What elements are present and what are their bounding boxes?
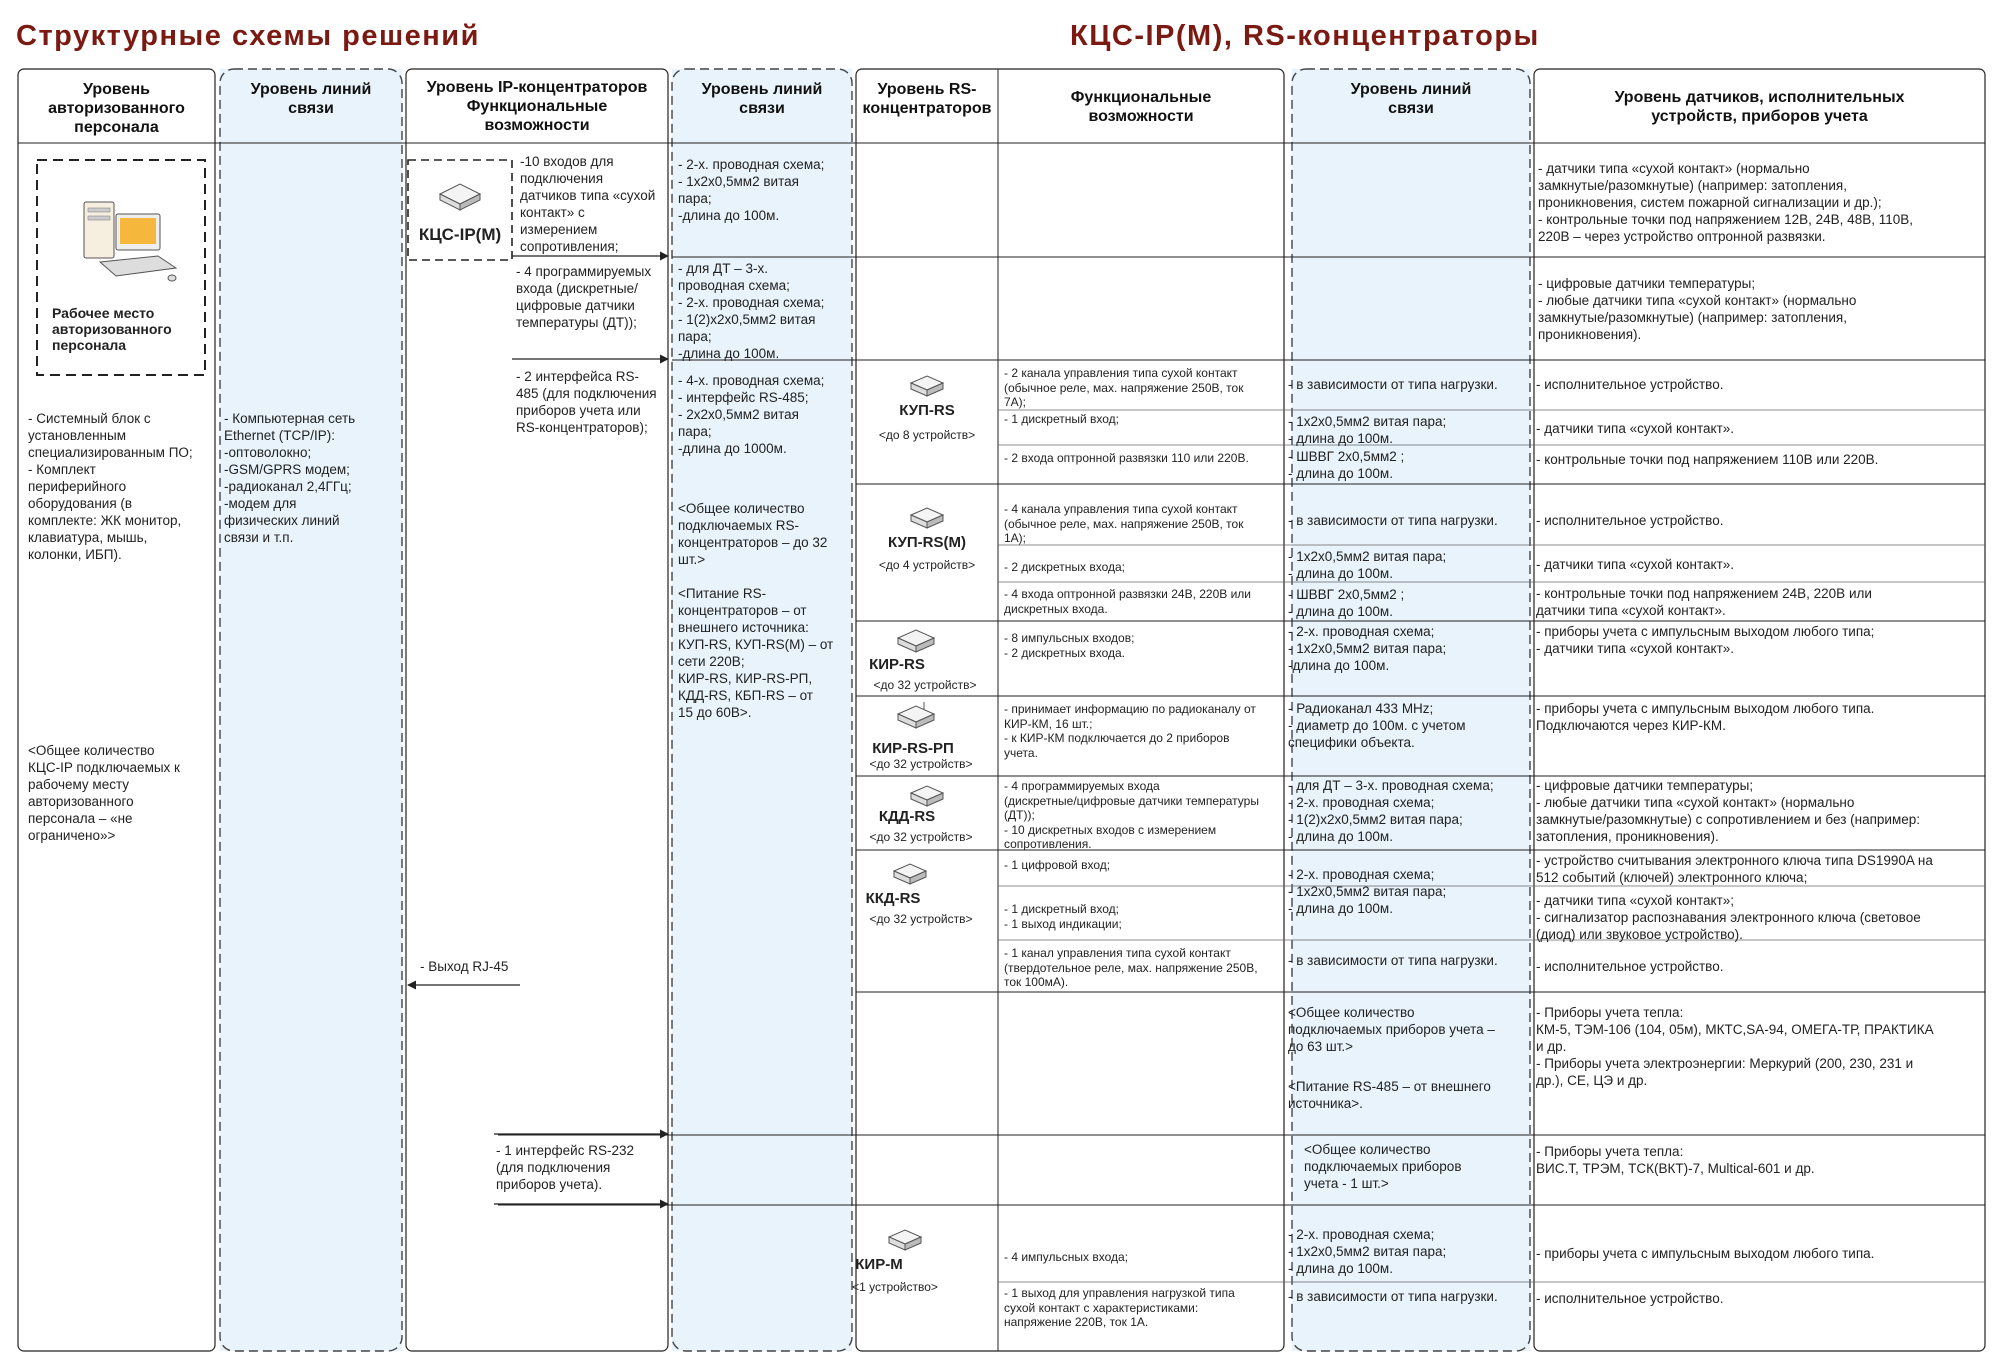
sensors-kcs-1: - датчики типа «сухой контакт» (нормально замкнутые/разомкнутые) (например: затопления, проникновения, систем пожарной сигнализации и др.); - контрольные точки под напряжением 12В, 24В, 48В, 110В, 220В – через устройство оптронной развязки.: [1538, 161, 1913, 244]
device-name: ККД-RS: [865, 890, 921, 907]
header-rs-concentrators: Уровень RS- концентраторов: [862, 81, 992, 117]
line-kupm-load: - в зависимости от типа нагрузки.: [1288, 513, 1498, 528]
header-authorized-staff: Уровень авторизованного персонала: [48, 81, 185, 136]
network-types: - Компьютерная сеть Ethernet (TCP/IP): -оптоволокно; -GSM/GPRS модем; -радиоканал 2,4ГГц; -модем для физических линий связи и т.п.: [224, 411, 356, 545]
sensors-kupm-actuator: - исполнительное устройство.: [1536, 513, 1724, 528]
header-functions: Функциональные возможности: [1070, 89, 1212, 125]
line-kupm-tp: - 1х2х0,5мм2 витая пара; - длина до 100м.: [1288, 549, 1447, 581]
device-kup-rs-m: [856, 504, 998, 604]
header-sensors: Уровень датчиков, исполнительных устройств, приборов учета: [1614, 89, 1905, 125]
device-name: КИР-М: [855, 1256, 903, 1273]
sensors-kir: - приборы учета с импульсным выходом любого типа; - датчики типа «сухой контакт».: [1536, 624, 1875, 656]
line-radio: - Радиоканал 433 MHz; - диаметр до 100м. с учетом специфики объекта.: [1288, 701, 1466, 750]
func-kir-rp: - принимает информацию по радиоканалу от КИР-КМ, 16 шт.; - к КИР-КМ подключается до 2 приборов учета.: [1004, 702, 1256, 760]
device-kdd-rs: [856, 780, 998, 850]
func-kupm-2: - 2 дискретных входа;: [1004, 560, 1125, 574]
sensors-kkd-2: - датчики типа «сухой контакт»; - сигнализатор распознавания электронного ключа (световое (диод) или звуковое устройство).: [1536, 893, 1921, 942]
sensors-kdd: - цифровые датчики температуры; - любые датчики типа «сухой контакт» (нормально замкнутые/разомкнутые) с сопротивлением и без (например: затопления, проникновения).: [1536, 778, 1921, 844]
kcs-device-label: КЦС-IP(M): [418, 225, 502, 244]
sensors-kirm-pulse: - приборы учета с импульсным выходом любого типа.: [1536, 1246, 1875, 1261]
line-kkd-load: - в зависимости от типа нагрузки.: [1288, 953, 1498, 968]
device-kir-m: [852, 1226, 998, 1306]
meters-list-1: - Приборы учета тепла: КМ-5, ТЭМ-106 (104, 05м), МКТС,SA-94, ОМЕГА-ТР, ПРАКТИКА и др. - Приборы учета электроэнергии: Меркурий (200, 230, 231 и др.), СЕ, ЦЭ и др.: [1536, 1005, 1934, 1088]
line-kup-shvvg: - ШВВГ 2х0,5мм2 ; - длина до 100м.: [1288, 449, 1405, 481]
func-kirm-2: - 1 выход для управления нагрузкой типа сухой контакт с характеристиками: напряжение 220В, ток 1А.: [1004, 1286, 1235, 1329]
header-comm-lines-1: Уровень линий связи: [250, 81, 372, 117]
kir-rs-rp-icon: [896, 700, 936, 730]
line-kir: - 2-х. проводная схема; - 1х2х0,5мм2 витая пара; -длина до 100м.: [1288, 624, 1447, 673]
line-kirm-load: - в зависимости от типа нагрузки.: [1288, 1289, 1498, 1304]
device-count: <до 8 устройств>: [878, 428, 976, 442]
header-ip-concentrators: Уровень IP-концентраторов Функциональные возможности: [426, 79, 648, 134]
kir-m-icon: [887, 1228, 923, 1252]
kdd-rs-icon: [909, 784, 945, 808]
func-kkd-1: - 1 цифровой вход;: [1004, 858, 1111, 872]
func-kdd: - 4 программируемых входа (дискретные/цифровые датчики температуры (ДТ)); - 10 дискретных входов с измерением сопротивления.: [1004, 779, 1259, 851]
device-count: <1 устройство>: [852, 1280, 938, 1294]
device-count: <до 32 устройств>: [869, 912, 973, 926]
line-kup-load: - в зависимости от типа нагрузки.: [1288, 377, 1498, 392]
page-title-left: Структурные схемы решений: [16, 20, 480, 52]
sensors-kkd-actuator: - исполнительное устройство.: [1536, 959, 1724, 974]
sensors-kup-cp: - контрольные точки под напряжением 110В или 220В.: [1536, 452, 1879, 467]
meters-list-2: - Приборы учета тепла: ВИС.Т, ТРЭМ, ТСК(ВКТ)-7, Multical-601 и др.: [1536, 1144, 1815, 1176]
func-kup-1: - 2 канала управления типа сухой контакт (обычное реле, мах. напряжение 250В, ток 7А);: [1004, 366, 1244, 409]
device-kup-rs: [856, 372, 998, 472]
func-kup-3: - 2 входа оптронной развязки 110 или 220В.: [1004, 451, 1249, 465]
ip-total-note: <Общее количество КЦС-IP подключаемых к рабочему месту авторизованного персонала – «не ограничено»>: [28, 743, 180, 843]
sensors-kupm-cp: - контрольные точки под напряжением 24В, 220В или датчики типа «сухой контакт».: [1536, 586, 1872, 618]
device-kir-rs-rp: [856, 700, 998, 776]
header-comm-lines-3: Уровень линий связи: [1350, 81, 1472, 117]
device-count: <до 32 устройств>: [869, 830, 973, 844]
page-title-right: КЦС-IP(M), RS-концентраторы: [1070, 20, 1540, 52]
func-kupm-1: - 4 канала управления типа сухой контакт (обычное реле, мах. напряжение 250В, ток 1А);: [1004, 502, 1244, 545]
sensors-kkd-1: - устройство считывания электронного ключа типа DS1990A на 512 событий (ключей) электронного ключа;: [1536, 853, 1933, 885]
kup-rs-icon: [909, 374, 945, 398]
func-kirm-1: - 4 импульсных входа;: [1004, 1250, 1129, 1264]
kkd-rs-icon: [892, 862, 928, 886]
device-name: КУП-RS: [899, 402, 955, 419]
kcs-rs485: - 2 интерфейса RS- 485 (для подключения приборов учета или RS-концентраторов);: [516, 369, 657, 435]
sensors-kupm-dry: - датчики типа «сухой контакт».: [1536, 557, 1735, 572]
kcs-rs232: - 1 интерфейс RS-232 (для подключения приборов учета).: [496, 1143, 634, 1192]
header-comm-lines-2: Уровень линий связи: [701, 81, 823, 117]
line-spec-2: - для ДТ – 3-х. проводная схема; - 2-х. проводная схема; - 1(2)х2х0,5мм2 витая пара; -длина до 100м.: [678, 261, 825, 361]
sensors-kup-actuator: - исполнительное устройство.: [1536, 377, 1724, 392]
line-kupm-shvvg: - ШВВГ 2х0,5мм2 ; - длина до 100м.: [1288, 587, 1405, 619]
line-kkd: - 2-х. проводная схема; - 1х2х0,5мм2 витая пара; - длина до 100м.: [1288, 867, 1447, 916]
rs-total-note: <Общее количество подключаемых RS- концентраторов – до 32 шт.>: [678, 501, 828, 567]
computer-icon: [84, 202, 176, 281]
device-kkd-rs: [856, 860, 998, 940]
func-kup-2: - 1 дискретный вход;: [1004, 412, 1120, 426]
line-kdd: - для ДТ – 3-х. проводная схема; - 2-х. проводная схема; - 1(2)х2х0,5мм2 витая пара; - длина до 100м.: [1288, 778, 1494, 844]
device-kir-rs: [856, 626, 998, 696]
kcs-inputs-10: -10 входов для подключения датчиков типа «сухой контакт» с измерением сопротивления;: [520, 154, 656, 254]
workstation-label: Рабочее место авторизованного персонала: [52, 305, 172, 353]
func-kupm-3: - 4 входа оптронной развязки 24В, 220В или дискретных входа.: [1004, 587, 1252, 616]
line-kup-tp: - 1х2х0,5мм2 витая пара; - длина до 100м.: [1288, 414, 1447, 446]
meters-total-note: <Общее количество подключаемых приборов учета – до 63 шт.>: [1288, 1005, 1495, 1054]
device-name: КДД-RS: [878, 808, 936, 825]
device-count: <до 4 устройств>: [878, 558, 976, 572]
device-name: КИР-RS-РП: [872, 740, 954, 757]
kcs-inputs-4: - 4 программируемых входа (дискретные/ цифровые датчики температуры (ДТ));: [516, 264, 652, 330]
rs232-total-note: <Общее количество подключаемых приборов учета - 1 шт.>: [1304, 1142, 1462, 1191]
sensors-kirm-actuator: - исполнительное устройство.: [1536, 1291, 1724, 1306]
device-count: <до 32 устройств>: [869, 757, 973, 771]
device-name: КИР-RS: [869, 656, 925, 673]
device-name: КУП-RS(M): [888, 534, 966, 551]
func-kir: - 8 импульсных входов; - 2 дискретных входа.: [1004, 631, 1135, 660]
func-kkd-3: - 1 канал управления типа сухой контакт (твердотельное реле, мах. напряжение 250В, ток 100мА).: [1004, 946, 1258, 989]
sensors-kcs-2: - цифровые датчики температуры; - любые датчики типа «сухой контакт» (нормально замкнутые/разомкнутые) (например: затопления, проникновения).: [1538, 276, 1857, 342]
line-spec-1: - 2-х. проводная схема; - 1х2х0,5мм2 витая пара; -длина до 100м.: [678, 157, 825, 223]
workstation-equipment: - Системный блок с установленным специализированным ПО; - Комплект периферийного оборудования (в комплекте: ЖК монитор, клавиатура, мышь, колонки, ИБП).: [28, 411, 193, 562]
kcs-device-icon: [440, 184, 480, 210]
sensors-kup-dry: - датчики типа «сухой контакт».: [1536, 421, 1735, 436]
band-col2: [220, 69, 402, 1351]
sensors-kir-rp: - приборы учета с импульсным выходом любого типа. Подключаются через КИР-КМ.: [1536, 701, 1875, 733]
func-kkd-2: - 1 дискретный вход; - 1 выход индикации;: [1004, 902, 1122, 931]
kcs-rj45: - Выход RJ-45: [420, 959, 509, 974]
line-spec-3: - 4-х. проводная схема; - интерфейс RS-485; - 2х2х0,5мм2 витая пара; -длина до 1000м.: [678, 373, 825, 456]
meters-power-note: <Питание RS-485 – от внешнего источника>.: [1288, 1079, 1491, 1111]
kup-rs-m-icon: [909, 506, 945, 530]
device-count: <до 32 устройств>: [873, 678, 977, 692]
kir-rs-icon: [896, 628, 936, 654]
line-kirm: - 2-х. проводная схема; - 1х2х0,5мм2 витая пара; - длина до 100м.: [1288, 1227, 1447, 1276]
rs-power-note: <Питание RS- концентраторов – от внешнего источника: КУП-RS, КУП-RS(M) – от сети 220В; КИР-RS, КИР-RS-РП, КДД-RS, КБП-RS – от 15 до 60В>.: [678, 586, 834, 720]
